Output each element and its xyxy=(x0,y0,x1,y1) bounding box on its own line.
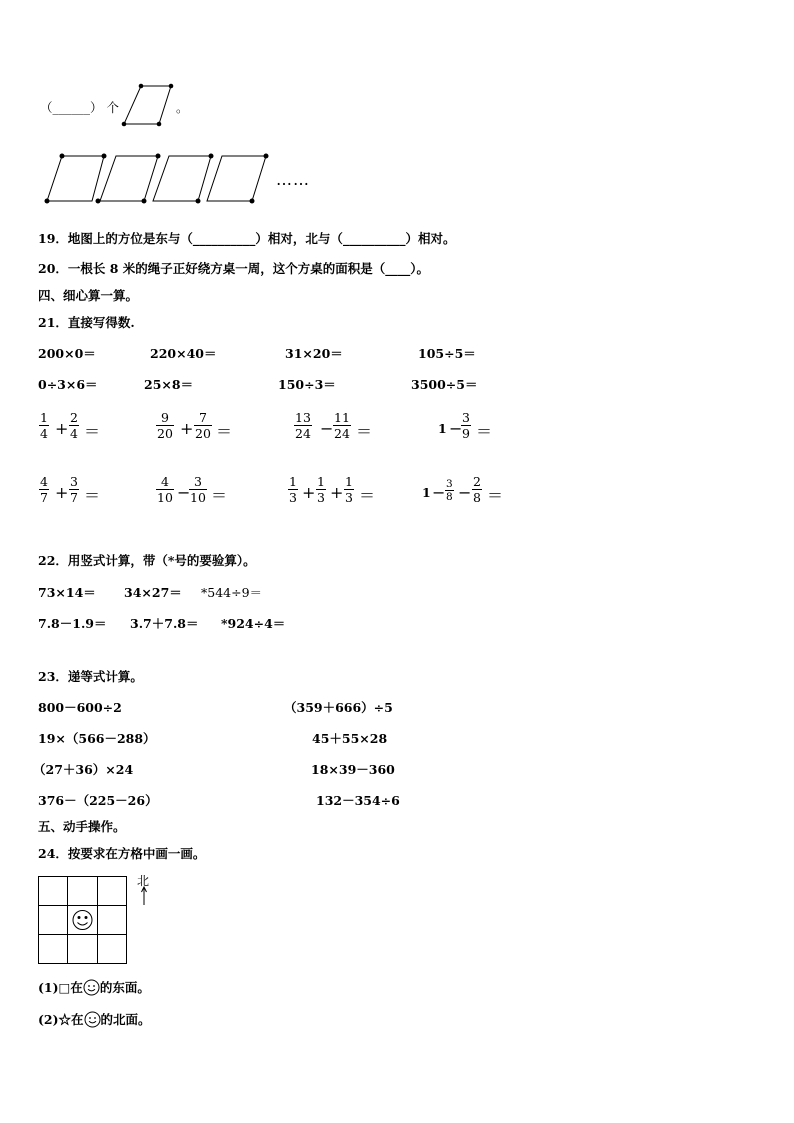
q23-right-item[interactable]: 132－354÷6 xyxy=(316,793,400,808)
q23-title: 23．递等式计算。 xyxy=(38,669,143,684)
fraction: $\frac{9}{20}$ xyxy=(157,410,173,441)
q24-item-2 xyxy=(38,1010,151,1028)
equals-sign: ＝ xyxy=(359,486,376,505)
fraction: $\frac{13}{24}$ xyxy=(295,410,311,441)
q24-item-2-text-b: 的北面。 xyxy=(100,1012,151,1027)
q22-item[interactable]: *544÷9＝ xyxy=(201,585,263,600)
q21-r2-item[interactable]: 150÷3＝ xyxy=(278,377,336,392)
minus-sign: − xyxy=(320,419,334,438)
whole-number: 1 xyxy=(422,485,431,500)
fraction: $\frac{1}{3}$ xyxy=(317,474,325,505)
fraction: $\frac{3}{8}$ xyxy=(446,478,453,503)
north-arrow-icon xyxy=(140,886,148,906)
q21-r1-item[interactable]: 220×40＝ xyxy=(150,346,217,361)
section-4-heading: 四、细心算一算。 xyxy=(38,288,139,303)
q22-title: 22．用竖式计算，带（*号的要验算）。 xyxy=(38,553,256,568)
q22-item[interactable]: 3.7＋7.8＝ xyxy=(130,616,199,631)
fraction: $\frac{4}{7}$ xyxy=(40,474,48,505)
q24-item-1 xyxy=(38,978,150,996)
q19-number: 19． xyxy=(38,231,68,246)
plus-sign: + xyxy=(180,419,194,438)
q20-text[interactable]: 一根长 8 米的绳子正好绕方桌一周，这个方桌的面积是（____）。 xyxy=(67,261,430,276)
q19-text-c: ）相对。 xyxy=(405,231,456,246)
smiley-face-icon xyxy=(84,1011,101,1028)
parallelogram-chain-figure xyxy=(40,150,280,206)
fraction: $\frac{2}{4}$ xyxy=(70,410,78,441)
fraction: $\frac{11}{24}$ xyxy=(334,410,350,441)
q19-line xyxy=(38,229,455,247)
q18-line xyxy=(40,98,119,116)
smiley-face-icon xyxy=(73,911,92,930)
plus-sign: + xyxy=(330,483,344,502)
equals-sign: ＝ xyxy=(211,486,228,505)
q21-r2-item[interactable]: 3500÷5＝ xyxy=(411,377,478,392)
fraction: $\frac{3}{9}$ xyxy=(462,410,470,441)
fraction: $\frac{3}{7}$ xyxy=(70,474,78,505)
q18-period: 。 xyxy=(176,100,189,115)
single-parallelogram-figure xyxy=(118,82,178,128)
q23-left-item[interactable]: 376－（225－26） xyxy=(38,793,158,808)
equals-sign: ＝ xyxy=(84,422,101,441)
q21-r1-item[interactable]: 31×20＝ xyxy=(285,346,343,361)
q23-right-item[interactable]: 18×39－360 xyxy=(311,762,395,777)
plus-sign: + xyxy=(55,419,69,438)
q21-r2-item[interactable]: 25×8＝ xyxy=(144,377,194,392)
fraction: $\frac{7}{20}$ xyxy=(195,410,211,441)
q22-item[interactable]: 34×27＝ xyxy=(124,585,182,600)
whole-number: 1 xyxy=(438,421,447,436)
q21-r1-item[interactable]: 105÷5＝ xyxy=(418,346,476,361)
equals-sign: ＝ xyxy=(487,486,504,505)
q18-unit: 个 xyxy=(106,100,120,115)
q24-item-1-text-a: (1)□在 xyxy=(38,980,83,995)
minus-sign: − xyxy=(177,483,191,502)
q19-blank-north[interactable]: __________ xyxy=(342,231,406,246)
equals-sign: ＝ xyxy=(356,422,373,441)
q24-item-1-text-b: 的东面。 xyxy=(99,980,150,995)
q23-left-item[interactable]: （27＋36）×24 xyxy=(33,762,134,777)
section-5-heading: 五、动手操作。 xyxy=(38,819,126,834)
q20-number: 20． xyxy=(38,261,68,276)
north-label: 北 xyxy=(137,874,150,888)
fraction: $\frac{2}{8}$ xyxy=(473,474,481,505)
q19-blank-east[interactable]: __________ xyxy=(192,231,256,246)
q23-right-item[interactable]: （359＋666）÷5 xyxy=(284,700,393,715)
fraction: $\frac{1}{3}$ xyxy=(289,474,297,505)
minus-sign: − xyxy=(432,483,446,502)
continuation-dots: …… xyxy=(276,170,310,189)
q21-r1-item[interactable]: 200×0＝ xyxy=(38,346,96,361)
q19-text-a: 地图上的方位是东与（ xyxy=(67,231,193,246)
equals-sign: ＝ xyxy=(216,422,233,441)
q19-text-b: ）相对，北与（ xyxy=(255,231,343,246)
q24-title: 24．按要求在方格中画一画。 xyxy=(38,846,206,861)
q22-item[interactable]: 73×14＝ xyxy=(38,585,96,600)
drawing-grid[interactable] xyxy=(38,876,128,964)
q22-item[interactable]: *924÷4＝ xyxy=(221,616,286,631)
fraction: $\frac{1}{3}$ xyxy=(345,474,353,505)
q22-item[interactable]: 7.8－1.9＝ xyxy=(38,616,107,631)
q24-item-2-text-a: (2)☆在 xyxy=(38,1012,84,1027)
equals-sign: ＝ xyxy=(476,422,493,441)
q23-left-item[interactable]: 19×（566－288） xyxy=(38,731,156,746)
fraction: $\frac{3}{10}$ xyxy=(190,474,206,505)
fraction: $\frac{1}{4}$ xyxy=(40,410,48,441)
minus-sign: − xyxy=(449,419,463,438)
q20-line xyxy=(38,259,429,277)
plus-sign: + xyxy=(302,483,316,502)
q21-r2-item[interactable]: 0÷3×6＝ xyxy=(38,377,98,392)
q23-right-item[interactable]: 45＋55×28 xyxy=(312,731,388,746)
q18-blank[interactable]: （______） xyxy=(40,100,103,115)
smiley-face-icon xyxy=(83,979,100,996)
minus-sign: − xyxy=(458,483,472,502)
plus-sign: + xyxy=(55,483,69,502)
q23-left-item[interactable]: 800－600÷2 xyxy=(38,700,122,715)
fraction: $\frac{4}{10}$ xyxy=(157,474,173,505)
equals-sign: ＝ xyxy=(84,486,101,505)
q21-title: 21．直接写得数. xyxy=(38,315,135,330)
